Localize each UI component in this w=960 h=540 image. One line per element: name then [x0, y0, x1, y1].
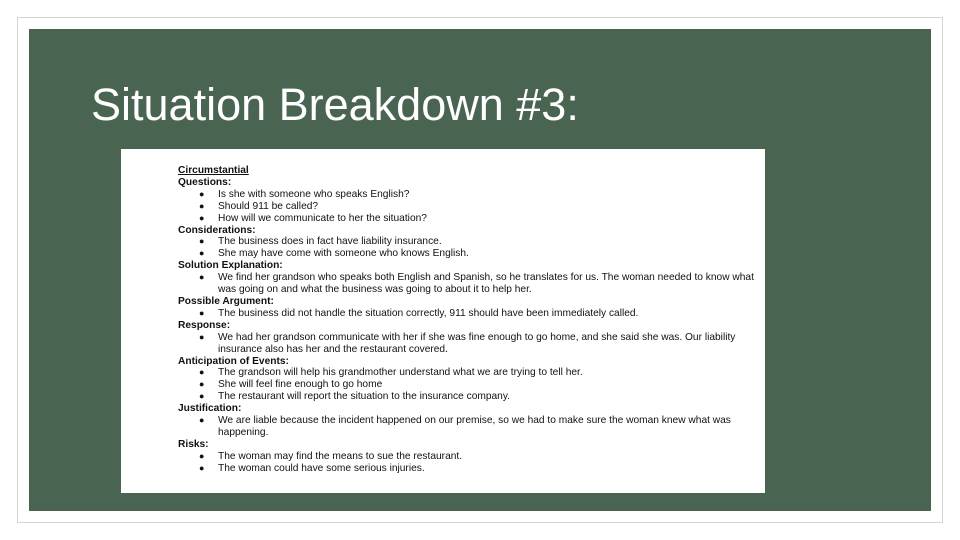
document-title: Circumstantial	[178, 165, 249, 176]
document-section	[178, 403, 758, 439]
list-item-text: She may have come with someone who knows English.	[218, 248, 469, 260]
list-item-text: The business did not handle the situation correctly, 911 should have been immediately called.	[218, 307, 639, 319]
list-item	[178, 272, 758, 296]
list-item-text: We are liable because the incident happened on our premise, so we had to make sure the woman knew what was happening.	[218, 415, 731, 438]
bullet-icon: ●	[199, 188, 205, 199]
list-item-text: The woman may find the means to sue the restaurant.	[218, 450, 463, 462]
list-item	[178, 201, 758, 213]
slide-title: Situation Breakdown #3:	[91, 79, 579, 130]
bullet-icon: ●	[199, 415, 205, 426]
document-section	[178, 296, 758, 320]
document-section	[178, 225, 758, 261]
section-heading: Response:	[178, 319, 231, 331]
list-item	[178, 367, 758, 379]
list-item-text: The grandson will help his grandmother understand what we are trying to tell her.	[218, 367, 583, 379]
document-section	[178, 320, 758, 356]
bullet-icon: ●	[199, 200, 205, 211]
document-section	[178, 439, 758, 475]
bullet-icon: ●	[199, 272, 205, 283]
bullet-icon: ●	[199, 391, 205, 402]
list-item	[178, 308, 758, 320]
bullet-icon: ●	[199, 367, 205, 378]
list-item	[178, 189, 758, 201]
bullet-icon: ●	[199, 462, 205, 473]
list-item	[178, 236, 758, 248]
section-heading: Questions:	[178, 176, 232, 188]
list-item-text: Is she with someone who speaks English?	[218, 188, 410, 200]
section-heading: Solution Explanation:	[178, 260, 283, 272]
list-item	[178, 213, 758, 225]
list-item	[178, 415, 758, 439]
list-item	[178, 248, 758, 260]
document-section	[178, 260, 758, 296]
list-item	[178, 451, 758, 463]
slide	[29, 29, 931, 511]
bullet-icon: ●	[199, 212, 205, 223]
section-heading: Risks:	[178, 438, 209, 450]
document-section	[178, 177, 758, 225]
bullet-icon: ●	[199, 307, 205, 318]
bullet-icon: ●	[199, 450, 205, 461]
bullet-icon: ●	[199, 379, 205, 390]
list-item-text: The restaurant will report the situation to the insurance company.	[218, 391, 511, 403]
list-item	[178, 391, 758, 403]
document-sections	[178, 177, 758, 475]
document-content	[178, 165, 758, 475]
bullet-icon: ●	[199, 248, 205, 259]
document-section	[178, 356, 758, 404]
section-heading: Justification:	[178, 403, 242, 415]
list-item-text: We had her grandson communicate with her if she was fine enough to go home, and she said she was. Our liability insurance also has her and the restaurant covered.	[218, 331, 736, 355]
bullet-icon: ●	[199, 331, 205, 342]
list-item	[178, 463, 758, 475]
section-heading: Possible Argument:	[178, 295, 274, 307]
section-heading: Anticipation of Events:	[178, 355, 289, 367]
document-image	[121, 149, 765, 493]
list-item-text: She will feel fine enough to go home	[218, 379, 383, 391]
list-item-text: The woman could have some serious injuries.	[218, 462, 425, 474]
list-item	[178, 379, 758, 391]
bullet-icon: ●	[199, 236, 205, 247]
list-item-text: How will we communicate to her the situation?	[218, 212, 427, 224]
list-item-text: The business does in fact have liability insurance.	[218, 236, 442, 248]
list-item-text: We find her grandson who speaks both English and Spanish, so he translates for us. The woman needed to know what was going on and what the business was going to about it to help her.	[218, 272, 754, 296]
section-heading: Considerations:	[178, 224, 256, 236]
list-item-text: Should 911 be called?	[218, 200, 319, 212]
list-item	[178, 332, 758, 356]
